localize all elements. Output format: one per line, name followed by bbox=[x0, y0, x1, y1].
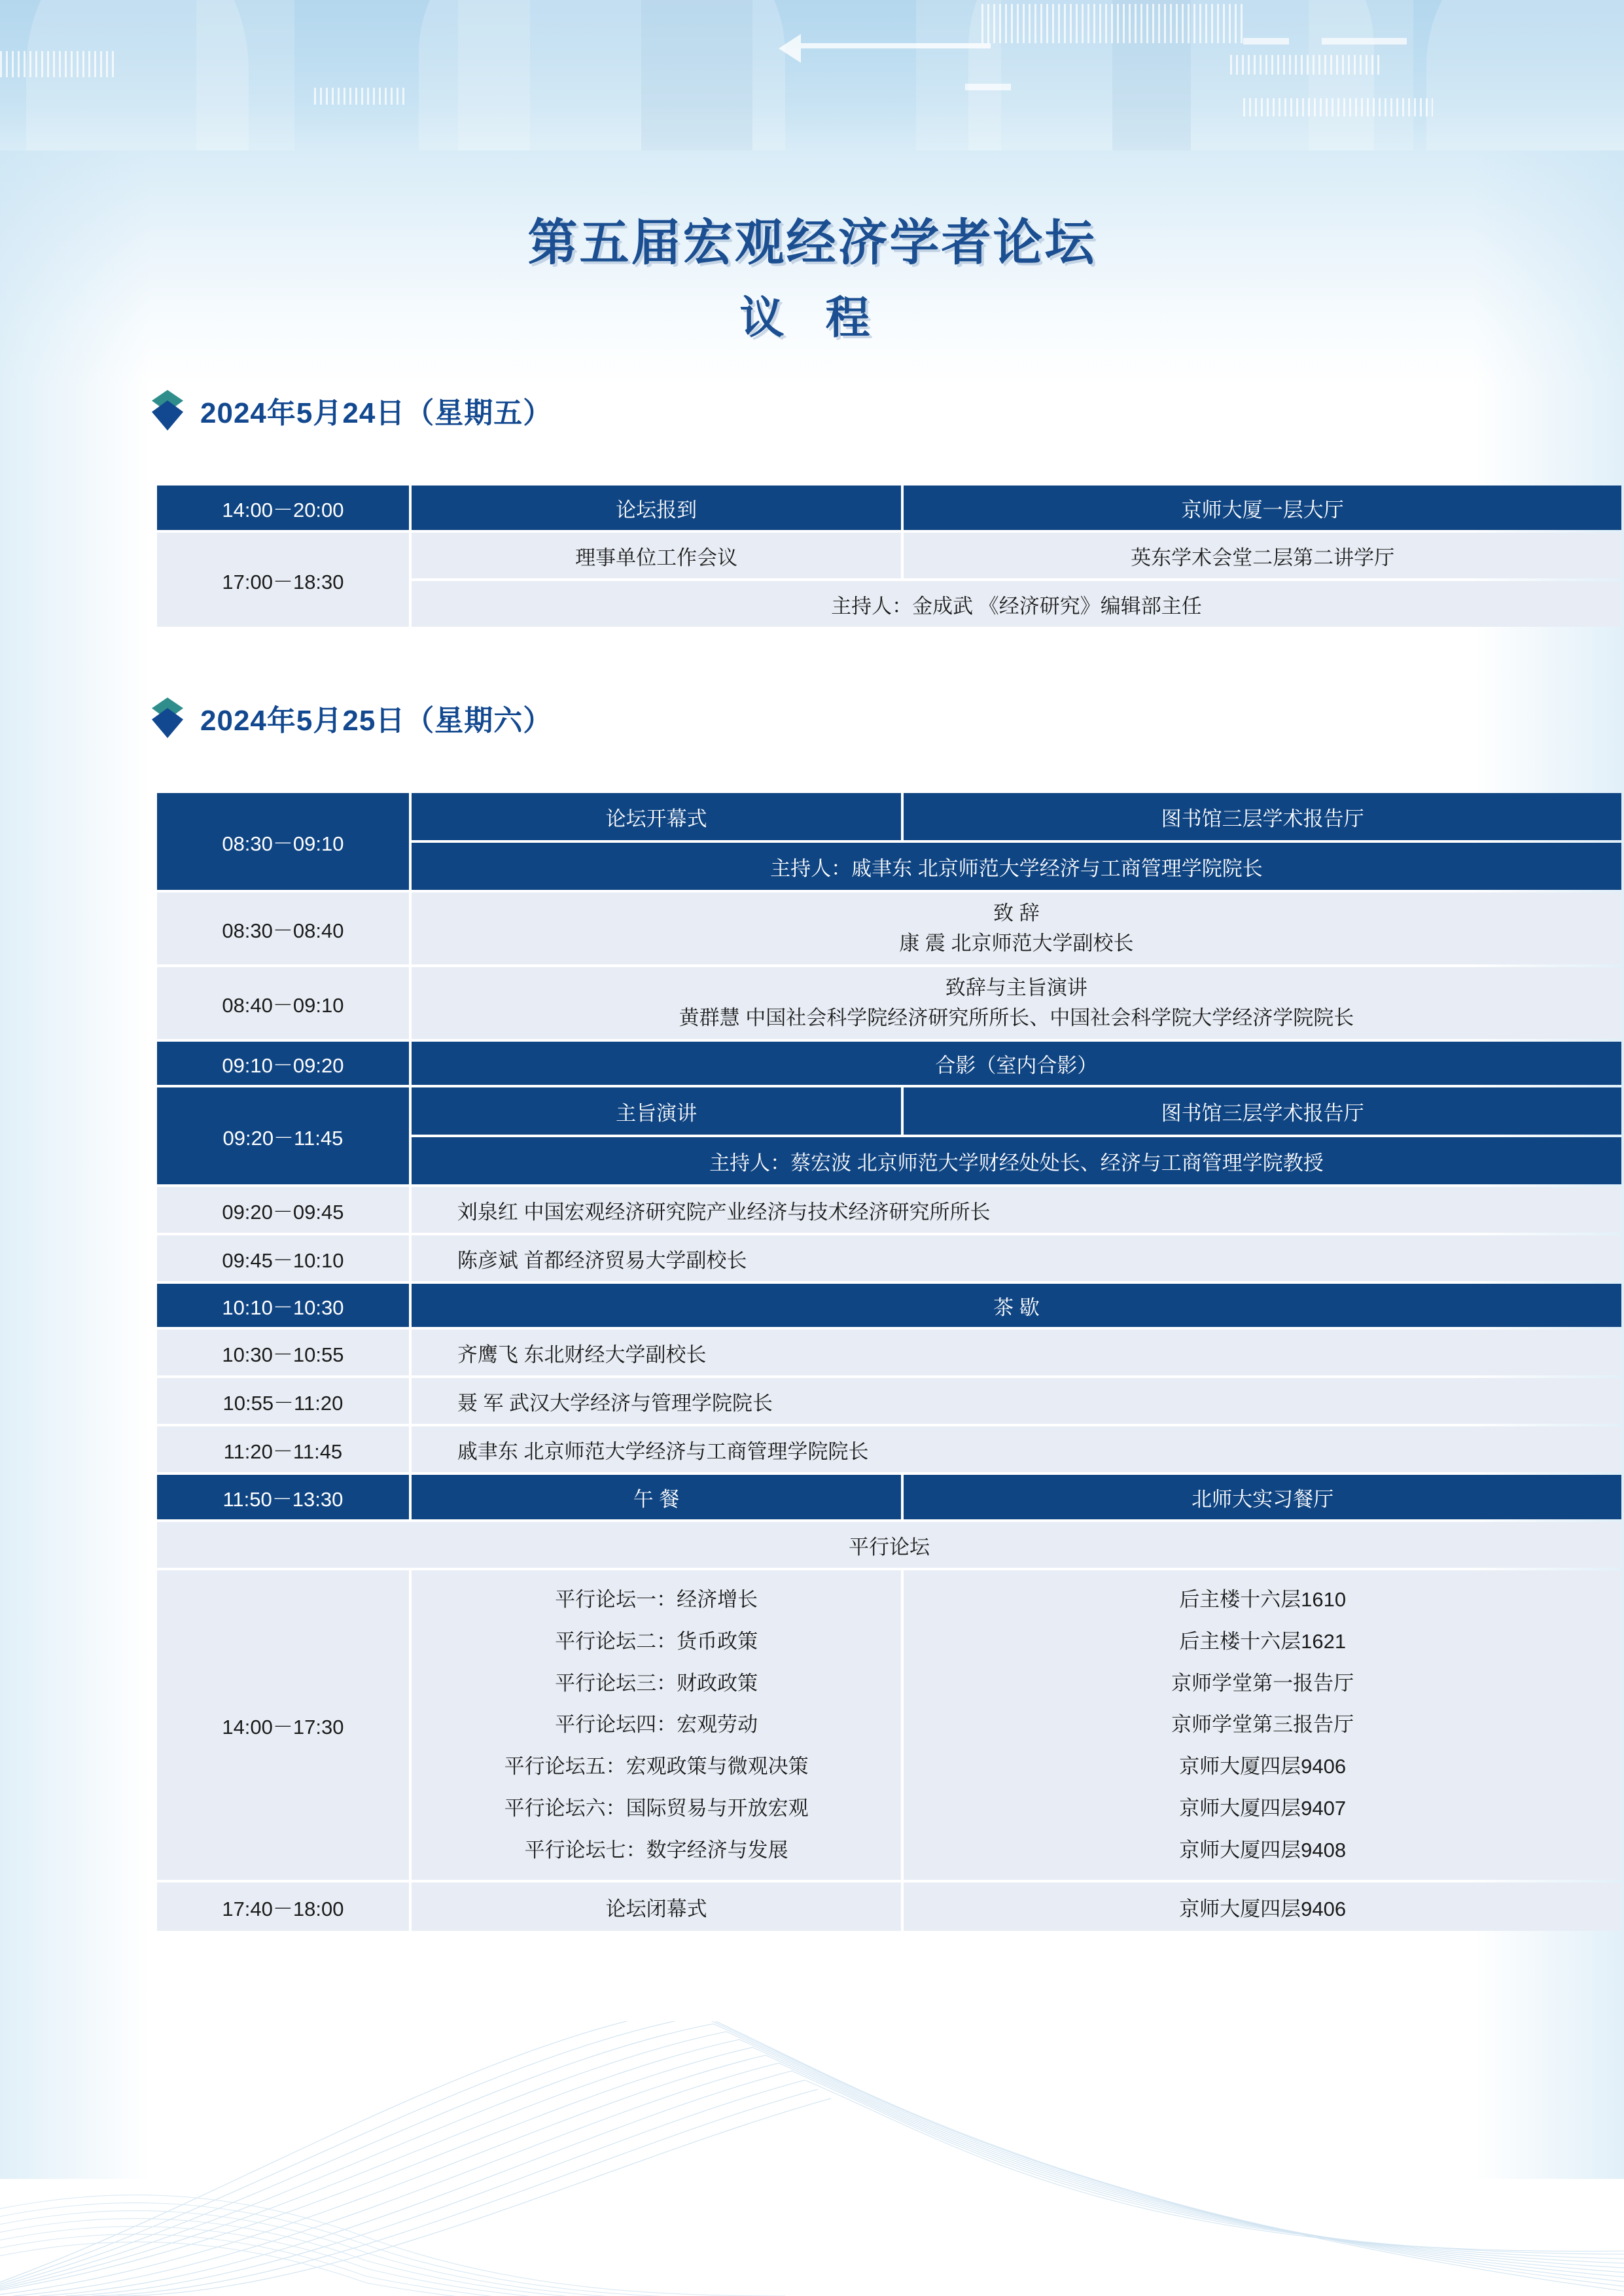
parallel-forum-place: 京师大厦四层9407 bbox=[1179, 1796, 1347, 1820]
cell-host: 主持人：戚聿东 北京师范大学经济与工商管理学院院长 bbox=[412, 843, 1621, 890]
cell-speaker: 刘泉红 中国宏观经济研究院产业经济与技术经济研究所所长 bbox=[412, 1187, 1621, 1233]
day2-date-label: 2024年5月25日（星期六） bbox=[200, 705, 553, 737]
parallel-forum-place: 京师大厦四层9406 bbox=[1179, 1755, 1347, 1778]
parallel-forum-place: 京师学堂第三报告厅 bbox=[1171, 1713, 1354, 1737]
table-row bbox=[157, 1522, 1621, 1568]
cell-topic: 合影（室内合影） bbox=[412, 1042, 1621, 1085]
day2-agenda-table bbox=[154, 790, 1624, 1934]
day2-heading bbox=[152, 697, 552, 739]
diamond-bullet-icon bbox=[152, 390, 183, 431]
table-row bbox=[157, 533, 1621, 578]
parallel-forum-topic: 平行论坛六：国际贸易与开放宏观 bbox=[504, 1796, 809, 1820]
table-row bbox=[157, 1378, 1621, 1424]
cell-speaker: 齐鹰飞 东北财经大学副校长 bbox=[412, 1330, 1621, 1375]
cell-time: 11:50－13:30 bbox=[157, 1475, 409, 1519]
table-row bbox=[157, 1475, 1621, 1519]
cell-place: 京师大厦一层大厅 bbox=[904, 486, 1621, 530]
table-row bbox=[157, 1284, 1621, 1327]
parallel-forum-place: 后主楼十六层1621 bbox=[1179, 1629, 1347, 1653]
cell-time: 08:30－08:40 bbox=[157, 892, 409, 964]
table-row bbox=[157, 892, 1621, 964]
cell-speaker: 陈彦斌 首都经济贸易大学副校长 bbox=[412, 1235, 1621, 1281]
parallel-forum-topic: 平行论坛五：宏观政策与微观决策 bbox=[504, 1755, 809, 1778]
cell-topic: 茶 歇 bbox=[412, 1284, 1621, 1327]
cell-speaker: 戚聿东 北京师范大学经济与工商管理学院院长 bbox=[412, 1426, 1621, 1472]
table-row bbox=[157, 967, 1621, 1039]
session-line-1: 致辞与主旨演讲 bbox=[945, 976, 1087, 999]
cell-time: 10:30－10:55 bbox=[157, 1330, 409, 1375]
cell-session bbox=[412, 967, 1621, 1039]
parallel-forum-topic: 平行论坛二：货币政策 bbox=[555, 1629, 758, 1653]
cell-topic: 午 餐 bbox=[412, 1475, 902, 1519]
day1-heading bbox=[152, 389, 552, 431]
cell-place: 北师大实习餐厅 bbox=[904, 1475, 1621, 1519]
table-row bbox=[157, 1330, 1621, 1375]
session-line-1: 致 辞 bbox=[993, 901, 1040, 925]
cell-time: 08:30－09:10 bbox=[157, 793, 409, 890]
cell-time: 14:00－17:30 bbox=[157, 1570, 409, 1880]
cell-time: 10:10－10:30 bbox=[157, 1284, 409, 1327]
cell-time: 11:20－11:45 bbox=[157, 1426, 409, 1472]
diamond-bullet-icon bbox=[152, 698, 183, 738]
page-subtitle: 议 程 bbox=[739, 293, 885, 343]
table-row bbox=[157, 1042, 1621, 1085]
parallel-forum-place: 京师大厦四层9408 bbox=[1179, 1838, 1347, 1862]
cell-time: 10:55－11:20 bbox=[157, 1378, 409, 1424]
session-line-2: 康 震 北京师范大学副校长 bbox=[899, 932, 1134, 955]
cell-place: 京师大厦四层9406 bbox=[904, 1882, 1621, 1931]
table-row bbox=[157, 1882, 1621, 1931]
table-row bbox=[157, 1570, 1621, 1880]
parallel-forum-topic: 平行论坛一：经济增长 bbox=[555, 1588, 758, 1611]
cell-topic: 论坛闭幕式 bbox=[412, 1882, 902, 1931]
table-row bbox=[157, 1235, 1621, 1281]
cell-place: 英东学术会堂二层第二讲学厅 bbox=[904, 533, 1621, 578]
cell-time: 17:00－18:30 bbox=[157, 533, 409, 627]
cell-parallel-topics bbox=[412, 1570, 902, 1880]
cell-time: 17:40－18:00 bbox=[157, 1882, 409, 1931]
cell-time: 09:10－09:20 bbox=[157, 1042, 409, 1085]
parallel-forum-place: 后主楼十六层1610 bbox=[1179, 1588, 1347, 1611]
day1-agenda-table bbox=[154, 483, 1624, 629]
cell-topic: 论坛报到 bbox=[412, 486, 901, 530]
cell-topic: 理事单位工作会议 bbox=[412, 533, 901, 578]
table-row bbox=[157, 1426, 1621, 1472]
cell-session bbox=[412, 892, 1621, 964]
table-row bbox=[157, 486, 1621, 530]
session-line-2: 黄群慧 中国社会科学院经济研究所所长、中国社会科学院大学经济学院院长 bbox=[679, 1006, 1354, 1029]
parallel-forum-topic: 平行论坛三：财政政策 bbox=[555, 1671, 758, 1695]
cell-parallel-title: 平行论坛 bbox=[157, 1522, 1621, 1568]
cell-speaker: 聂 军 武汉大学经济与管理学院院长 bbox=[412, 1378, 1621, 1424]
day1-date-label: 2024年5月24日（星期五） bbox=[200, 397, 553, 429]
parallel-forum-place-list bbox=[913, 1570, 1612, 1880]
cell-time: 09:20－11:45 bbox=[157, 1087, 409, 1184]
parallel-forum-topic: 平行论坛七：数字经济与发展 bbox=[524, 1838, 788, 1862]
table-row bbox=[157, 1187, 1621, 1233]
cell-place: 图书馆三层学术报告厅 bbox=[904, 793, 1621, 840]
cell-time: 09:45－10:10 bbox=[157, 1235, 409, 1281]
cell-time: 08:40－09:10 bbox=[157, 967, 409, 1039]
page-title: 第五届宏观经济学者论坛 bbox=[527, 215, 1097, 271]
table-row bbox=[157, 1087, 1621, 1135]
cell-parallel-places bbox=[904, 1570, 1621, 1880]
parallel-forum-topic: 平行论坛四：宏观劳动 bbox=[555, 1713, 758, 1737]
parallel-forum-place: 京师学堂第一报告厅 bbox=[1171, 1671, 1354, 1695]
table-row bbox=[157, 793, 1621, 840]
cell-topic: 主旨演讲 bbox=[412, 1087, 902, 1135]
cell-place: 图书馆三层学术报告厅 bbox=[904, 1087, 1621, 1135]
parallel-forum-topic-list bbox=[421, 1570, 892, 1880]
cell-time: 14:00－20:00 bbox=[157, 486, 409, 530]
cell-time: 09:20－09:45 bbox=[157, 1187, 409, 1233]
cell-host: 主持人：蔡宏波 北京师范大学财经处处长、经济与工商管理学院教授 bbox=[412, 1137, 1621, 1184]
cell-topic: 论坛开幕式 bbox=[412, 793, 902, 840]
cell-host: 主持人：金成武 《经济研究》编辑部主任 bbox=[412, 581, 1621, 627]
